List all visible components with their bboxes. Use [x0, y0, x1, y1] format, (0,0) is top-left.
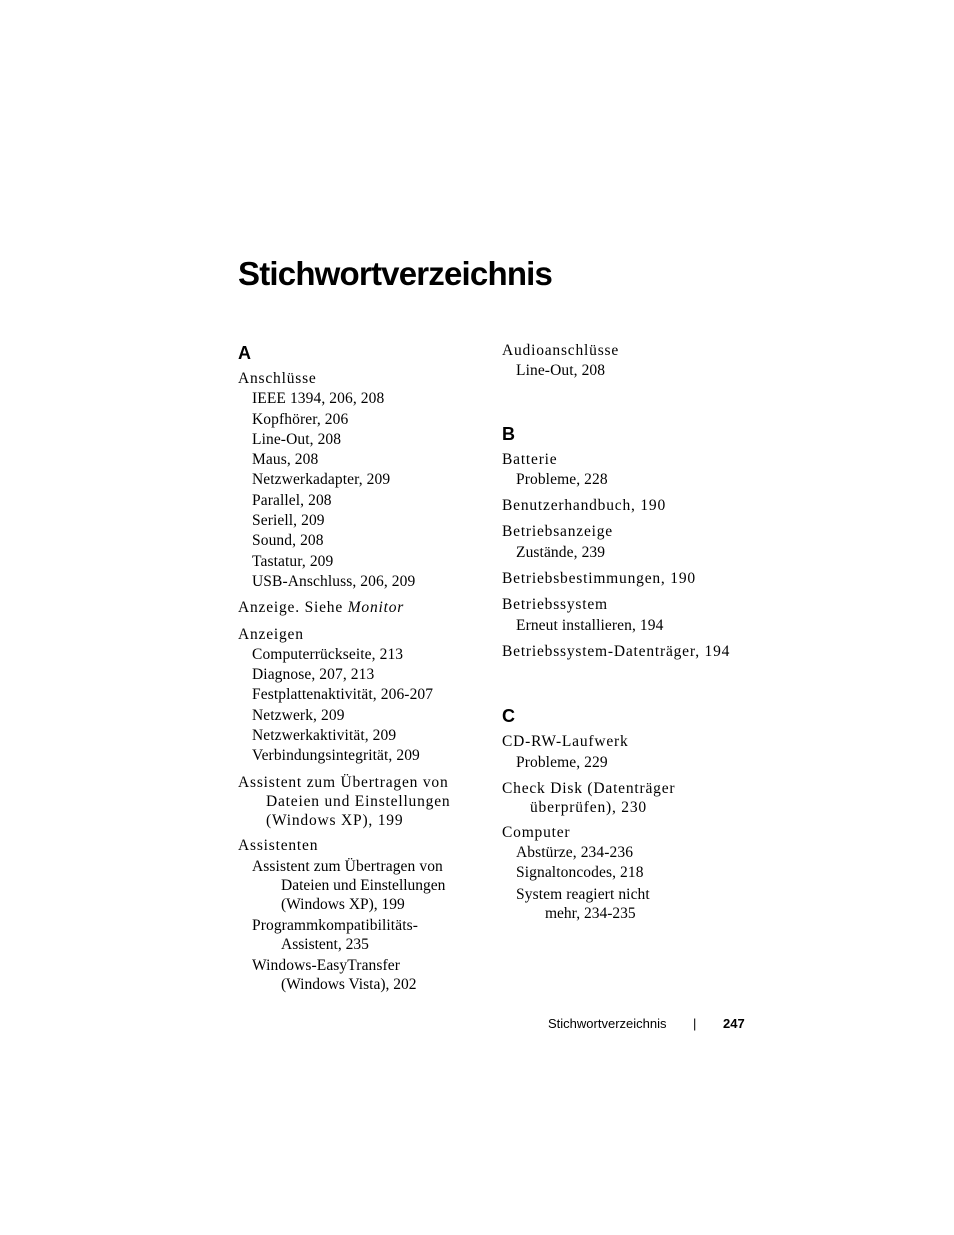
- index-subterm: USB-Anschluss, 206, 209: [252, 572, 416, 590]
- index-subterm: Kopfhörer, 206: [252, 410, 349, 428]
- index-entry: [502, 779, 752, 817]
- index-subterm: Line-Out, 208: [252, 430, 342, 448]
- section-letter: A: [238, 343, 251, 363]
- index-section-b: [502, 422, 752, 663]
- index-subterm: [238, 956, 488, 994]
- index-term: Computer: [502, 823, 571, 841]
- footer-separator: |: [693, 1016, 697, 1031]
- index-subterm: Line-Out, 208: [516, 362, 606, 380]
- index-subterm: Probleme, 228: [516, 470, 608, 488]
- page-number: 247: [723, 1016, 745, 1031]
- index-term: Assistent zum Übertragen von: [238, 773, 449, 791]
- index-term: [238, 598, 488, 618]
- section-letter: B: [502, 423, 515, 444]
- index-subterm: Abstürze, 234-236: [516, 844, 634, 862]
- index-section-c: [502, 704, 752, 922]
- index-term: Anschlüsse: [238, 370, 317, 387]
- index-term: Betriebssystem-Datenträger, 194: [502, 642, 731, 660]
- index-entry: [238, 369, 488, 592]
- index-subterm-continuation: Assistent, 235: [281, 935, 369, 953]
- index-entry: [502, 823, 752, 923]
- index-entry: [502, 595, 752, 636]
- index-subterm: Parallel, 208: [252, 491, 332, 509]
- index-subterm: [238, 857, 488, 914]
- index-subterm-line: System reagiert nicht: [516, 885, 650, 903]
- index-entry: [502, 732, 752, 773]
- cross-reference: Monitor: [347, 599, 405, 617]
- index-entry: [502, 569, 752, 589]
- index-entry: [238, 836, 488, 994]
- index-entry: [238, 598, 488, 618]
- index-subterm-continuation: Dateien und Einstellungen: [281, 876, 446, 894]
- index-term: Betriebssystem: [502, 596, 608, 614]
- index-term-continuation: (Windows XP), 199: [266, 811, 404, 829]
- index-subterm: Signaltoncodes, 218: [516, 864, 644, 882]
- index-subterm: Maus, 208: [252, 451, 319, 469]
- index-term: Batterie: [502, 450, 558, 468]
- index-entry: [502, 496, 752, 516]
- index-column-left: [238, 341, 488, 1000]
- index-subterm: Netzwerk, 209: [252, 706, 345, 724]
- index-term: Assistenten: [238, 836, 319, 854]
- index-term: Anzeigen: [238, 625, 304, 643]
- index-subterm: Netzwerkaktivität, 209: [252, 727, 397, 745]
- index-subterm-continuation: (Windows Vista), 202: [281, 975, 417, 993]
- section-letter: C: [502, 706, 515, 727]
- index-subterm-line: Programmkompatibilitäts-: [252, 916, 418, 934]
- index-entry: [502, 522, 752, 563]
- index-subterm: Netzwerkadapter, 209: [252, 471, 391, 489]
- index-term: Benutzerhandbuch, 190: [502, 497, 667, 515]
- index-entry: [238, 773, 488, 830]
- index-term-text: Anzeige. Siehe: [238, 599, 348, 617]
- index-term: Audioanschlüsse: [502, 342, 620, 359]
- index-entry: [502, 450, 752, 491]
- page-title: Stichwortverzeichnis: [238, 255, 553, 292]
- index-subterm-continuation: (Windows XP), 199: [281, 895, 405, 913]
- index-subterm: Probleme, 229: [516, 753, 608, 771]
- index-subterm-line: Assistent zum Übertragen von: [252, 857, 443, 875]
- index-entry: [502, 642, 752, 662]
- index-subterm: Diagnose, 207, 213: [252, 666, 375, 684]
- index-subterm: Erneut installieren, 194: [516, 616, 664, 634]
- index-section-a: [238, 341, 488, 994]
- index-subterm: Computerrückseite, 213: [252, 645, 404, 663]
- index-subterm: Sound, 208: [252, 532, 324, 550]
- index-subterm: Verbindungsintegrität, 209: [252, 747, 420, 765]
- index-subterm-line: Windows-EasyTransfer: [252, 956, 401, 974]
- index-term: Betriebsanzeige: [502, 523, 613, 541]
- index-entry: [238, 625, 488, 767]
- index-term-continuation: überprüfen), 230: [530, 798, 647, 816]
- index-subterm: [238, 916, 488, 954]
- footer-label: Stichwortverzeichnis: [548, 1016, 667, 1031]
- index-subterm: Zustände, 239: [516, 543, 606, 561]
- index-subterm: Tastatur, 209: [252, 552, 334, 570]
- index-subterm: Seriell, 209: [252, 512, 325, 530]
- index-term: Betriebsbestimmungen, 190: [502, 570, 696, 588]
- index-subterm: [502, 885, 752, 923]
- index-subterm: IEEE 1394, 206, 208: [252, 390, 385, 408]
- index-term: CD-RW-Laufwerk: [502, 733, 629, 751]
- page-footer: [548, 1014, 748, 1034]
- index-term-continuation: Dateien und Einstellungen: [266, 792, 451, 810]
- index-subterm-continuation: mehr, 234-235: [545, 904, 636, 922]
- index-term: Check Disk (Datenträger: [502, 779, 676, 797]
- index-subterm: Festplattenaktivität, 206-207: [252, 686, 434, 704]
- index-column-right: [502, 341, 752, 929]
- index-entry: [502, 341, 752, 382]
